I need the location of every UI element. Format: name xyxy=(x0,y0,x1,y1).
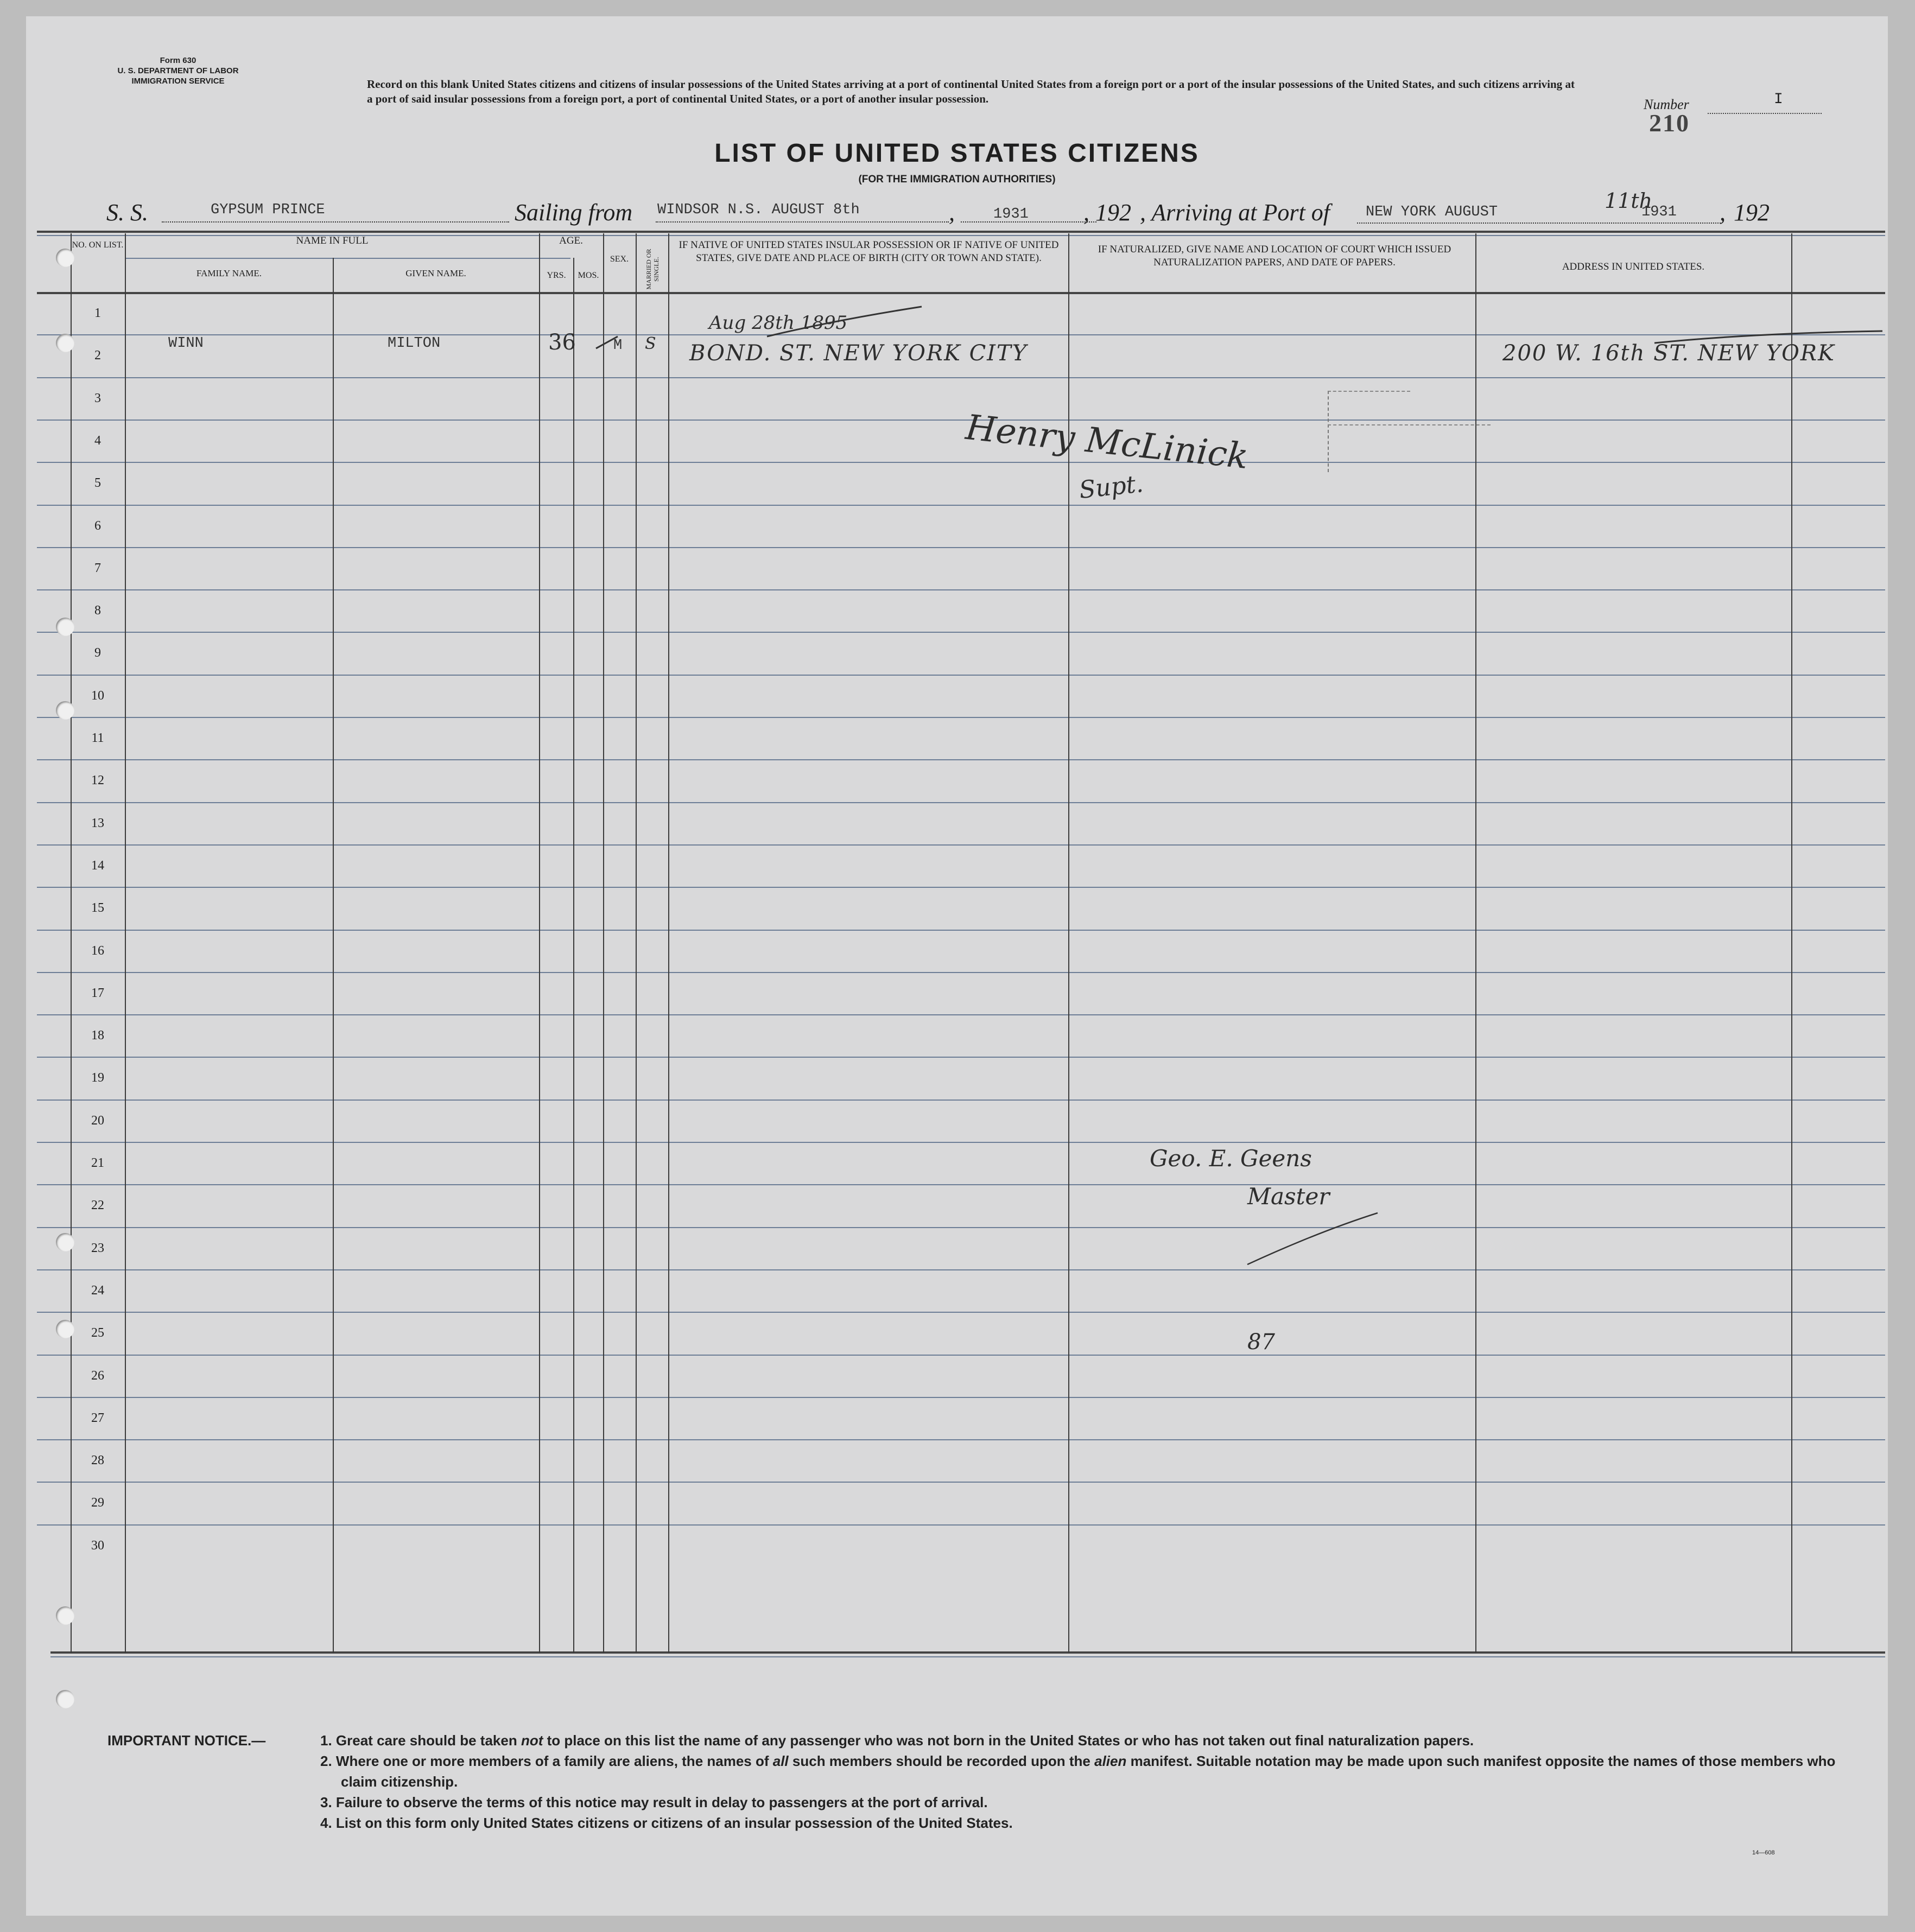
header-sex: SEX. xyxy=(610,255,629,264)
header-address: ADDRESS IN UNITED STATES. xyxy=(1562,261,1705,272)
row-number-15: 15 xyxy=(91,901,104,916)
row-rule xyxy=(37,632,1885,633)
table-bottom-border xyxy=(50,1651,1885,1654)
row-number-1: 1 xyxy=(94,306,101,320)
row-rule xyxy=(37,972,1885,973)
row-1-marital: S xyxy=(645,334,656,353)
header-naturalized: IF NATURALIZED, GIVE NAME AND LOCATION OF COURT WHICH ISSUED NATURALIZATION PAPERS, AND DATE OF PAPERS. xyxy=(1098,244,1451,268)
row-1-sex: M xyxy=(613,338,623,354)
department-name: U. S. DEPARTMENT OF LABOR xyxy=(117,66,239,75)
row-number-23: 23 xyxy=(91,1241,104,1255)
important-notice xyxy=(107,1730,1877,1871)
inspector-signature: Henry McLinick xyxy=(963,407,1251,478)
punch-hole xyxy=(56,701,74,720)
row-1-address: 200 W. 16th ST. NEW YORK xyxy=(1502,341,1835,366)
master-underline xyxy=(1242,1210,1383,1275)
arriving-label: , Arriving at Port of xyxy=(1140,199,1330,226)
row-rule xyxy=(37,844,1885,846)
number-label: Number xyxy=(1644,97,1689,112)
row-rule xyxy=(37,930,1885,931)
row-number-10: 10 xyxy=(91,688,104,703)
number-underline xyxy=(1708,113,1822,114)
notice-lead: IMPORTANT NOTICE.— xyxy=(107,1732,266,1749)
row-rule xyxy=(37,589,1885,590)
col-divider-naturalized-address xyxy=(1475,233,1476,1653)
row-number-14: 14 xyxy=(91,858,104,873)
col-divider-sex-married xyxy=(636,233,637,1653)
row-number-5: 5 xyxy=(94,476,101,491)
arriving-day: 11th xyxy=(1605,189,1653,213)
intro-instructions: Record on this blank United States citizens and citizens of insular possessions of the United States arriving at a port of continental United States from a foreign port or a port of the insular possessions of the United States, and such citizens arriving at a port of said insular possessions from a foreign port, a port of continental United States, or a port of another insular possession. xyxy=(367,78,1575,105)
header-no-on-list: NO. ON LIST. xyxy=(72,240,124,250)
arriving-year-typed: 1931 xyxy=(1641,204,1677,220)
notice-items xyxy=(320,1730,1840,1833)
list-number-value: I xyxy=(1774,91,1783,108)
row-number-21: 21 xyxy=(91,1156,104,1170)
punch-hole xyxy=(56,1606,74,1625)
header-birth: IF NATIVE OF UNITED STATES INSULAR POSSESSION OR IF NATIVE OF UNITED STATES, GIVE DATE AND PLACE OF BIRTH (CITY OR TOWN AND STATE). xyxy=(679,239,1059,264)
service-name: IMMIGRATION SERVICE xyxy=(131,77,225,86)
row-rule xyxy=(37,1312,1885,1313)
row-rule xyxy=(37,1057,1885,1058)
sailing-underline xyxy=(656,221,949,223)
row-number-4: 4 xyxy=(94,433,101,448)
row-rule xyxy=(37,1397,1885,1398)
row-rule xyxy=(37,1142,1885,1143)
row-number-26: 26 xyxy=(91,1368,104,1383)
row-number-29: 29 xyxy=(91,1496,104,1510)
notice-item-1: 1. Great care should be taken not to place on this list the name of any passenger who was not born in the United States or who has not taken out final naturalization papers. xyxy=(320,1732,1474,1749)
row-rule xyxy=(37,1355,1885,1356)
row-rule xyxy=(37,675,1885,676)
ship-underline xyxy=(162,221,509,223)
notice-item-4: 4. List on this form only United States citizens or citizens of an insular possession of the United States. xyxy=(320,1815,1013,1831)
sailing-year-typed: 1931 xyxy=(993,206,1029,223)
row-number-16: 16 xyxy=(91,943,104,958)
col-divider-address-right xyxy=(1791,233,1792,1653)
stamp-outline xyxy=(1328,391,1410,472)
row-rule xyxy=(37,1184,1885,1185)
row-1-family-name: WINN xyxy=(168,335,204,352)
address-stroke xyxy=(1644,327,1893,348)
row-number-22: 22 xyxy=(91,1198,104,1213)
ss-label: S. S. xyxy=(106,199,148,226)
row-rule xyxy=(37,334,1885,335)
col-divider-family-given xyxy=(333,258,334,1653)
row-rule xyxy=(37,420,1885,421)
arriving-year-printed: 192 xyxy=(1734,199,1770,226)
sailing-from: WINDSOR N.S. AUGUST 8th xyxy=(657,202,860,218)
name-age-subheader-line xyxy=(125,258,570,259)
punch-hole xyxy=(56,334,74,352)
row-rule xyxy=(37,547,1885,548)
row-1-birth-place: BOND. ST. NEW YORK CITY xyxy=(689,341,1028,366)
checkmark-strokes xyxy=(585,298,933,358)
row-number-3: 3 xyxy=(94,391,101,405)
stamped-number: 210 xyxy=(1649,109,1690,137)
stamp-dash-line xyxy=(1328,424,1491,425)
page-note-number: 87 xyxy=(1247,1330,1275,1355)
row-1-age-years: 36 xyxy=(548,330,576,355)
comma-2: , xyxy=(1083,199,1089,226)
row-number-18: 18 xyxy=(91,1028,104,1043)
sailing-label: Sailing from xyxy=(515,199,633,226)
row-number-13: 13 xyxy=(91,816,104,830)
header-given-name: GIVEN NAME. xyxy=(405,268,466,278)
row-rule xyxy=(37,1227,1885,1228)
row-rule xyxy=(37,377,1885,378)
row-rule xyxy=(37,1439,1885,1440)
col-divider-married-birth xyxy=(668,233,669,1653)
row-rule xyxy=(37,1014,1885,1015)
row-rule xyxy=(37,887,1885,888)
ship-name: GYPSUM PRINCE xyxy=(211,202,325,218)
row-rule xyxy=(37,1482,1885,1483)
punch-hole xyxy=(56,618,74,636)
row-rule xyxy=(37,1269,1885,1270)
header-name-in-full: NAME IN FULL xyxy=(296,235,369,246)
header-married-single: MARRIED OR SINGLE. xyxy=(645,249,660,290)
sailing-year-underline xyxy=(961,221,1096,223)
row-rule xyxy=(37,462,1885,463)
row-number-30: 30 xyxy=(91,1538,104,1553)
notice-item-2: 2. Where one or more members of a family are aliens, the names of all such members should be recorded upon the alien manifest. Suitable notation may be made upon such manifest opposite the names of those members who claim citizenship. xyxy=(320,1753,1836,1790)
comma-3: , xyxy=(1720,199,1726,226)
row-number-27: 27 xyxy=(91,1410,104,1425)
row-number-28: 28 xyxy=(91,1453,104,1468)
header-bottom-border xyxy=(37,292,1885,294)
page-title: LIST OF UNITED STATES CITIZENS xyxy=(714,139,1200,168)
row-rule xyxy=(37,1100,1885,1101)
print-code: 14—608 xyxy=(1752,1850,1775,1856)
arriving-port: NEW YORK AUGUST xyxy=(1366,204,1498,220)
sailing-year-printed: 192 xyxy=(1095,199,1131,226)
manifest-page xyxy=(26,16,1888,1916)
row-number-17: 17 xyxy=(91,986,104,1000)
master-title: Master xyxy=(1247,1183,1330,1210)
row-rule xyxy=(37,505,1885,506)
header-age: AGE. xyxy=(559,235,583,246)
row-number-6: 6 xyxy=(94,518,101,533)
row-number-25: 25 xyxy=(91,1326,104,1340)
col-divider-yrs-mos xyxy=(573,258,574,1653)
row-number-2: 2 xyxy=(94,348,101,363)
form-identifier xyxy=(97,55,259,86)
punch-hole xyxy=(56,1233,74,1251)
row-number-11: 11 xyxy=(91,731,104,745)
header-family-name: FAMILY NAME. xyxy=(196,268,262,278)
row-number-20: 20 xyxy=(91,1113,104,1128)
arriving-underline xyxy=(1357,223,1721,224)
row-number-24: 24 xyxy=(91,1283,104,1298)
row-rule xyxy=(37,759,1885,760)
table-bottom-border-2 xyxy=(50,1656,1885,1657)
row-rule xyxy=(37,802,1885,803)
table-top-border xyxy=(37,231,1885,233)
col-divider-given-age xyxy=(539,233,540,1653)
punch-hole xyxy=(56,1320,74,1338)
row-1-birth-date: Aug 28th 1895 xyxy=(709,312,848,334)
row-number-12: 12 xyxy=(91,773,104,788)
row-number-7: 7 xyxy=(94,561,101,575)
punch-hole xyxy=(56,1690,74,1708)
row-1-given-name: MILTON xyxy=(388,335,441,352)
header-mos: MOS. xyxy=(578,271,599,280)
punch-hole xyxy=(56,249,74,267)
row-rule xyxy=(37,1524,1885,1526)
header-yrs: YRS. xyxy=(547,271,566,280)
col-divider-number-right xyxy=(125,233,126,1653)
row-number-19: 19 xyxy=(91,1071,104,1085)
row-number-9: 9 xyxy=(94,646,101,660)
inspector-title: Supt. xyxy=(1077,469,1145,505)
row-rule xyxy=(37,717,1885,718)
master-signature: Geo. E. Geens xyxy=(1150,1145,1312,1172)
page-subtitle: (FOR THE IMMIGRATION AUTHORITIES) xyxy=(858,174,1056,185)
comma-1: , xyxy=(949,199,955,226)
col-divider-age-sex xyxy=(603,233,604,1653)
row-number-8: 8 xyxy=(94,603,101,618)
form-number: Form 630 xyxy=(160,56,196,65)
notice-item-3: 3. Failure to observe the terms of this notice may result in delay to passengers at the port of arrival. xyxy=(320,1794,988,1810)
